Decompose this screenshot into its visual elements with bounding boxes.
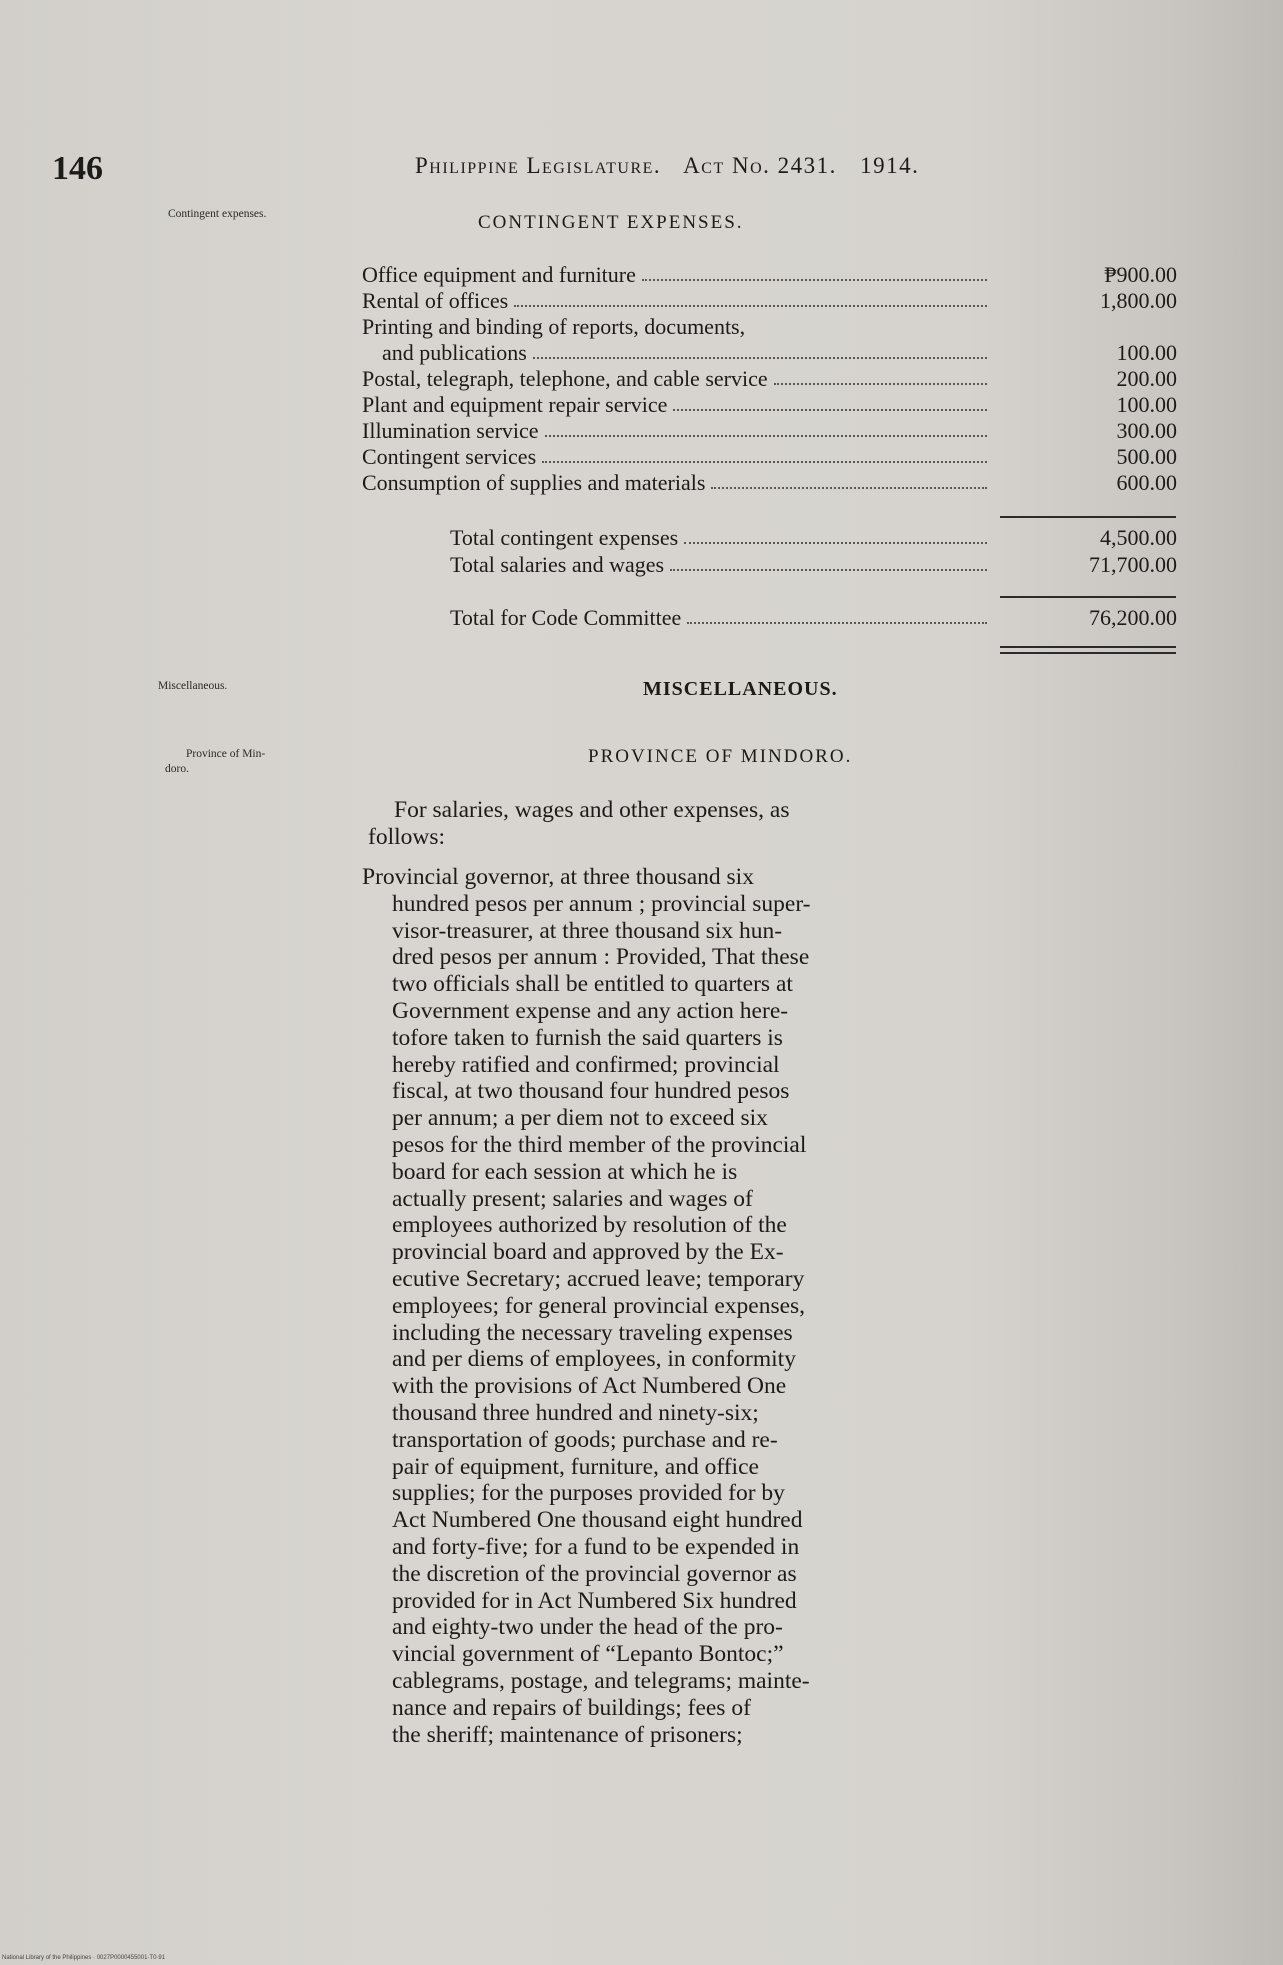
expense-label: and publications xyxy=(382,340,527,365)
expense-label: Plant and equipment repair service xyxy=(362,392,668,417)
leader-dots xyxy=(514,305,987,307)
expense-row xyxy=(362,262,1177,288)
leader-dots xyxy=(533,357,987,359)
leader-dots xyxy=(687,622,987,624)
body-line: the sheriff; maintenance of prisoners; xyxy=(392,1721,743,1748)
expense-row xyxy=(362,552,1177,578)
running-header xyxy=(415,153,935,179)
double-rule-top xyxy=(1000,646,1176,648)
leader-dots xyxy=(542,461,987,463)
expense-row xyxy=(362,392,1177,418)
expense-row xyxy=(362,470,1177,496)
section-subheading-province: PROVINCE OF MINDORO. xyxy=(588,746,853,767)
body-line: and forty-five; for a fund to be expended in xyxy=(392,1533,800,1560)
footer-credit: National Library of the Philippines · 0027P0000455001·T0·91 xyxy=(2,1955,166,1961)
expense-row xyxy=(362,314,1177,340)
expense-row xyxy=(362,605,1177,631)
body-line: including the necessary traveling expenses xyxy=(392,1319,793,1346)
body-paragraph xyxy=(362,864,811,1748)
year: 1914. xyxy=(860,153,920,178)
expense-row xyxy=(362,418,1177,444)
leader-dots xyxy=(673,409,987,411)
body-line: two officials shall be entitled to quarters at xyxy=(392,971,793,998)
expense-amount: 100.00 xyxy=(1116,340,1177,365)
margin-note-contingent: Contingent expenses. xyxy=(168,208,267,220)
expense-label: Contingent services xyxy=(362,444,537,469)
leader-dots xyxy=(774,383,987,385)
body-line: Provincial governor, at three thousand six xyxy=(362,864,754,890)
intro-line: follows: xyxy=(368,823,446,850)
margin-note-miscellaneous: Miscellaneous. xyxy=(158,680,228,692)
expense-amount: 100.00 xyxy=(1116,392,1177,417)
body-line: with the provisions of Act Numbered One xyxy=(392,1373,787,1400)
intro-line: For salaries, wages and other expenses, as xyxy=(394,797,790,823)
expense-amount: 71,700.00 xyxy=(1089,552,1177,577)
double-rule-bottom xyxy=(1000,652,1176,654)
body-line: provincial board and approved by the Ex- xyxy=(392,1239,784,1266)
body-line: employees authorized by resolution of the xyxy=(392,1212,787,1239)
expense-label: Printing and binding of reports, documents, xyxy=(362,314,746,339)
expense-label: Total salaries and wages xyxy=(450,552,665,577)
expense-row xyxy=(362,444,1177,470)
expense-label: Office equipment and furniture xyxy=(362,262,636,287)
expense-amount: 500.00 xyxy=(1116,444,1177,469)
body-line: transportation of goods; purchase and re- xyxy=(392,1426,778,1453)
act-number: Act No. 2431. xyxy=(683,153,837,178)
body-line: hundred pesos per annum ; provincial super- xyxy=(392,890,811,917)
expense-amount: 300.00 xyxy=(1116,418,1177,443)
expense-label: Consumption of supplies and materials xyxy=(362,470,706,495)
body-line: vincial government of “Lepanto Bontoc;” xyxy=(392,1641,784,1668)
body-line: tofore taken to furnish the said quarters is xyxy=(392,1024,783,1051)
body-line: per annum; a per diem not to exceed six xyxy=(392,1105,768,1132)
margin-note-province-2: doro. xyxy=(165,763,189,775)
expense-amount: 76,200.00 xyxy=(1089,605,1177,630)
body-line: nance and repairs of buildings; fees of xyxy=(392,1694,751,1721)
body-line: pesos for the third member of the provincial xyxy=(392,1131,807,1158)
body-line: Act Numbered One thousand eight hundred xyxy=(392,1507,803,1534)
body-line: supplies; for the purposes provided for by xyxy=(392,1480,785,1507)
body-line: fiscal, at two thousand four hundred pesos xyxy=(392,1078,790,1105)
body-line: hereby ratified and confirmed; provincial xyxy=(392,1051,780,1078)
running-title: Philippine Legislature. xyxy=(415,153,662,178)
body-line: pair of equipment, furniture, and office xyxy=(392,1453,759,1480)
section-heading-contingent: CONTINGENT EXPENSES. xyxy=(478,212,744,233)
expense-amount: 4,500.00 xyxy=(1100,525,1177,550)
body-line: thousand three hundred and ninety-six; xyxy=(392,1399,759,1426)
margin-note-province-1: Province of Min- xyxy=(186,748,266,760)
expense-label: Total contingent expenses xyxy=(450,525,679,550)
expense-label: Illumination service xyxy=(362,418,539,443)
expense-row xyxy=(362,525,1177,551)
body-line: cablegrams, postage, and telegrams; mainte- xyxy=(392,1667,810,1694)
expense-row xyxy=(362,288,1177,314)
leader-dots xyxy=(684,542,987,544)
expense-amount: 600.00 xyxy=(1116,470,1177,495)
body-line: board for each session at which he is xyxy=(392,1158,738,1185)
expense-row xyxy=(362,366,1177,392)
body-line: employees; for general provincial expenses, xyxy=(392,1292,806,1319)
total-rule xyxy=(1000,596,1176,598)
body-line: the discretion of the provincial governor as xyxy=(392,1560,797,1587)
leader-dots xyxy=(642,279,987,281)
body-line: provided for in Act Numbered Six hundred xyxy=(392,1587,797,1614)
body-line: dred pesos per annum : Provided, That these xyxy=(392,944,810,971)
expense-label: Total for Code Committee xyxy=(450,605,682,630)
section-heading-miscellaneous: MISCELLANEOUS. xyxy=(643,678,838,700)
subtotal-rule xyxy=(1000,516,1176,518)
intro-paragraph xyxy=(368,797,790,851)
body-line: visor-treasurer, at three thousand six hun- xyxy=(392,917,783,944)
expense-amount: 200.00 xyxy=(1116,366,1177,391)
body-line: and per diems of employees, in conformity xyxy=(392,1346,796,1373)
leader-dots xyxy=(545,435,987,437)
body-line: ecutive Secretary; accrued leave; temporary xyxy=(392,1265,805,1292)
expense-row xyxy=(362,340,1177,366)
expense-amount: ₱900.00 xyxy=(1104,262,1177,287)
body-line: and eighty-two under the head of the pro- xyxy=(392,1614,783,1641)
page-number: 146 xyxy=(52,150,103,187)
body-line: Government expense and any action here- xyxy=(392,997,789,1024)
leader-dots xyxy=(670,569,987,571)
leader-dots xyxy=(711,487,987,489)
expense-label: Rental of offices xyxy=(362,288,509,313)
expense-amount: 1,800.00 xyxy=(1100,288,1177,313)
body-line: actually present; salaries and wages of xyxy=(392,1185,753,1212)
expense-label: Postal, telegraph, telephone, and cable service xyxy=(362,366,768,391)
